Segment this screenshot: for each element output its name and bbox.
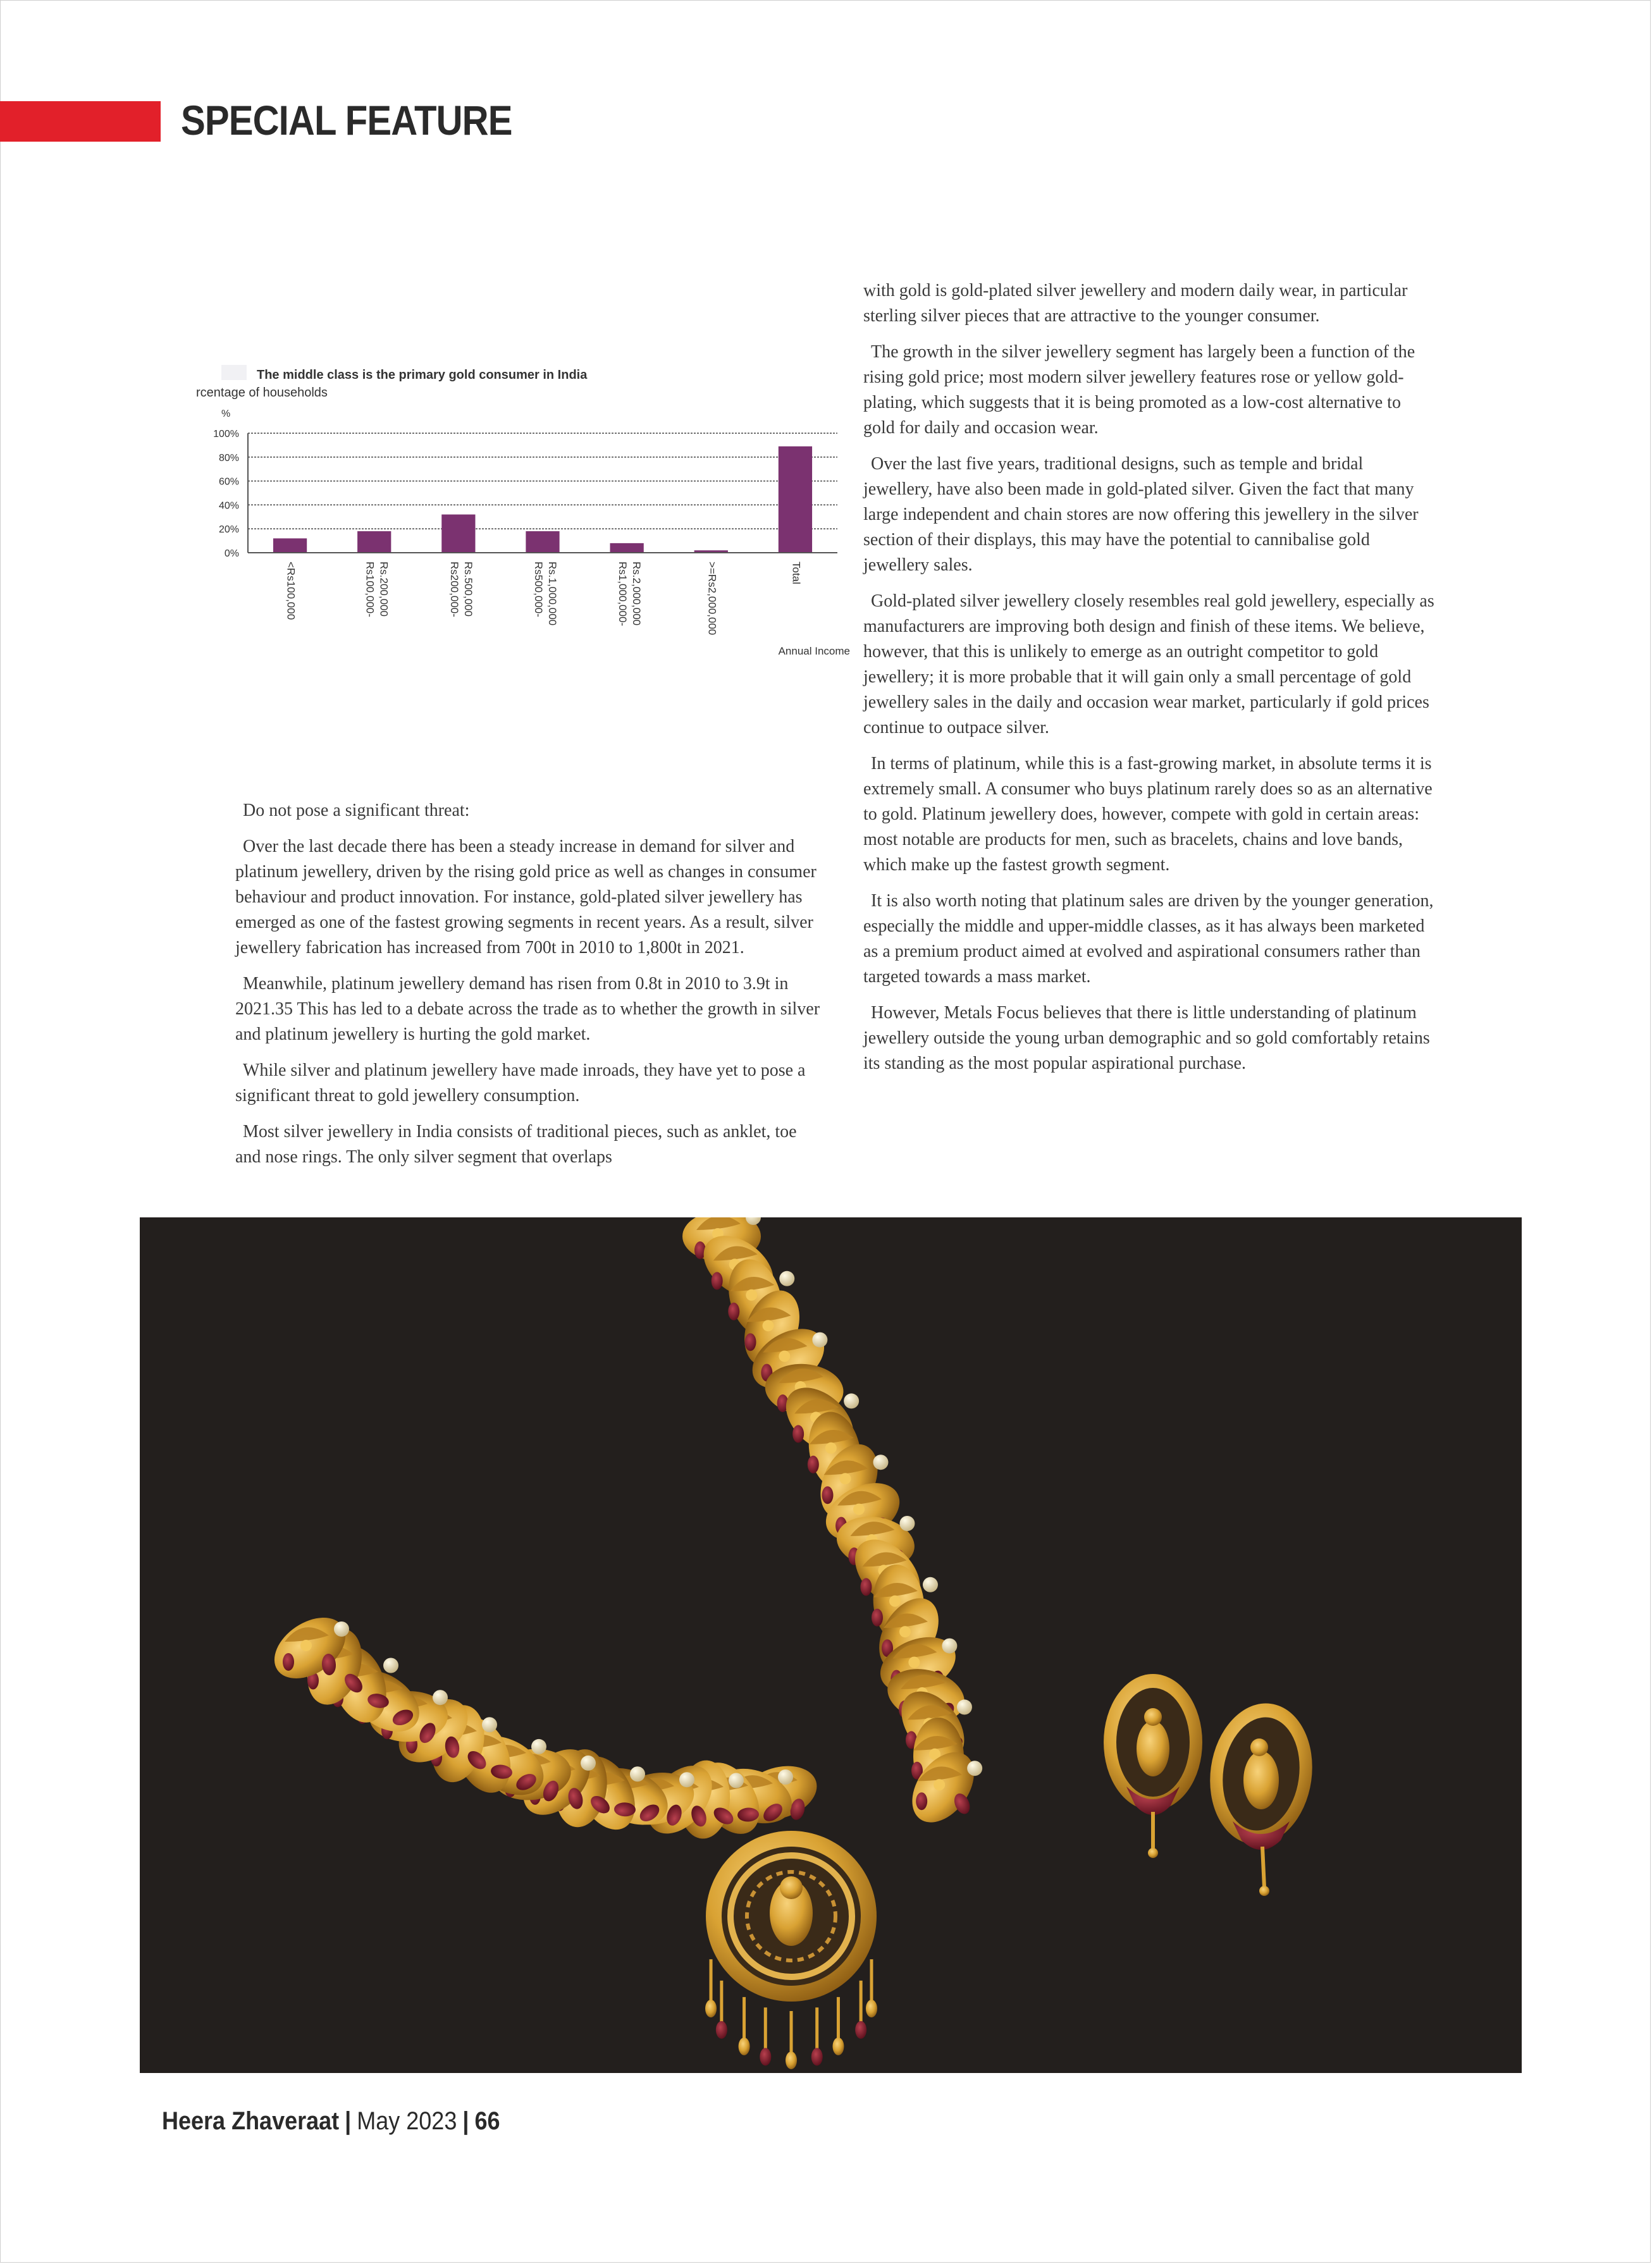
chart-y-tick-label: 100%	[213, 429, 239, 440]
pearl	[334, 1621, 349, 1637]
chart-bar	[273, 538, 307, 553]
pearl	[957, 1699, 972, 1714]
gold-bead	[839, 1473, 851, 1484]
footer	[162, 2107, 500, 2136]
right-paragraph-6	[863, 889, 1436, 990]
left-paragraph-5	[235, 1119, 823, 1170]
pearl	[729, 1773, 744, 1788]
ruby-stone	[745, 1333, 756, 1351]
chart-x-axis-label: Annual Income	[778, 645, 850, 657]
pendant-drop	[705, 2000, 717, 2017]
pearl	[581, 1756, 596, 1771]
chart-x-ticks	[285, 562, 803, 635]
pearl	[482, 1717, 497, 1732]
ruby-stone	[808, 1456, 819, 1473]
left-paragraph-4	[235, 1058, 823, 1109]
gold-bead	[934, 1779, 945, 1790]
chart-title: The middle class is the primary gold consumer in India	[257, 368, 588, 382]
chart-x-tick-label: Total	[790, 562, 803, 584]
right-paragraph-2	[863, 340, 1436, 441]
right-paragraph-7-text: However, Metals Focus believes that there is little understanding of platinum jewellery outside the young urban demographic and so gold comfortably retains its standing as the most popular aspirational purchase.	[863, 1003, 1430, 1073]
pearl	[679, 1772, 694, 1787]
chart-x-tick-label: Rs200,000- Rs.500,000	[448, 562, 474, 617]
gold-bead	[899, 1626, 911, 1637]
chart-y-tick-label: 0%	[224, 548, 239, 559]
pearl	[779, 1271, 794, 1286]
chart-gridlines	[248, 433, 837, 529]
footer-page-number: 66	[474, 2107, 500, 2135]
right-paragraph-7	[863, 1000, 1436, 1076]
pendant-drop	[855, 2021, 866, 2039]
gold-bead	[300, 1640, 312, 1651]
chart-y-tick-label: 20%	[218, 524, 239, 536]
gold-bead	[889, 1596, 901, 1607]
chart-x-tick-label: >=Rs2,000,000	[706, 562, 718, 636]
chart-bar	[610, 543, 644, 553]
right-paragraph-2-text: The growth in the silver jewellery segment has largely been a function of the rising gold price; most modern silver jewellery features rose or yellow gold-plating, which suggests that it is being promoted as a low-cost alternative to gold for daily and occasion wear.	[863, 342, 1415, 438]
pendant-drop	[716, 2021, 727, 2039]
left-column	[235, 798, 823, 1181]
left-paragraph-1-text: Do not pose a significant threat:	[243, 801, 470, 820]
chart-bar	[441, 515, 475, 553]
ruby-stone	[712, 1272, 723, 1289]
pearl	[873, 1455, 888, 1470]
right-paragraph-5	[863, 751, 1436, 878]
ruby-stone	[283, 1653, 294, 1671]
chart-y-tick-label: 80%	[218, 452, 239, 464]
pearl	[899, 1516, 915, 1531]
left-paragraph-5-text: Most silver jewellery in India consists of traditional pieces, such as anklet, toe and nose rings. The only silver segment that overlaps	[235, 1122, 797, 1167]
pendant-drop	[760, 2048, 771, 2065]
pearl	[844, 1393, 859, 1408]
ruby-stone	[792, 1425, 804, 1443]
chart-title-swatch	[221, 365, 247, 380]
footer-date: May 2023	[357, 2107, 457, 2135]
pendant-drop	[739, 2038, 750, 2055]
right-column	[863, 278, 1436, 1087]
chart-y-unit: %	[221, 409, 231, 419]
ruby-stone	[822, 1486, 833, 1504]
ruby-stone	[860, 1578, 872, 1596]
chart-svg	[196, 357, 854, 667]
pendant-drop	[866, 2000, 877, 2017]
section-accent-bar	[0, 101, 161, 142]
pendant-drop	[786, 2052, 797, 2069]
chart-x-tick-label: <Rs100,000	[285, 562, 297, 620]
gold-bead	[779, 1351, 790, 1362]
pearl	[383, 1658, 398, 1673]
pearl	[433, 1690, 448, 1705]
footer-separator-1: |	[345, 2107, 352, 2135]
pearl	[630, 1766, 645, 1781]
left-paragraph-4-text: While silver and platinum jewellery have made inroads, they have yet to pose a significant threat to gold jewellery consumption.	[235, 1061, 806, 1105]
right-paragraph-5-text: In terms of platinum, while this is a fast-growing market, in absolute terms it is extremely small. A consumer who buys platinum rarely does so as an alternative to gold. Platinum jewellery does, however, compete with gold in certain areas: most notable are products for men, such as bracelets, chains and love bands, which make up the fastest growth segment.	[863, 754, 1433, 875]
gold-bead	[853, 1504, 865, 1515]
chart-subtitle: rcentage of households	[196, 386, 328, 400]
gold-bead	[763, 1320, 774, 1331]
chart-bars	[273, 446, 812, 553]
chart-x-tick-label: Rs500,000- Rs.1,000,000	[533, 562, 558, 626]
footer-separator-2: |	[462, 2107, 469, 2135]
chart-bar	[357, 531, 391, 553]
ruby-stone	[872, 1609, 883, 1627]
ruby-stone	[728, 1303, 739, 1320]
jewellery-photo	[140, 1217, 1522, 2073]
gold-bead	[825, 1443, 837, 1454]
section-title: SPECIAL FEATURE	[181, 97, 512, 144]
left-paragraph-3-text: Meanwhile, platinum jewellery demand has risen from 0.8t in 2010 to 3.9t in 2021.35 This has led to a debate across the trade as to whether the growth in silver and platinum jewellery is hurting the gold market.	[235, 974, 820, 1044]
chart-y-tick-label: 40%	[218, 500, 239, 512]
right-paragraph-3-text: Over the last five years, traditional designs, such as temple and bridal jewellery, have also been made in gold-plated silver. Given the fact that many large independent and chain stores are now offering this jewellery in the silver section of their displays, this may have the potential to cannibalise gold jewellery sales.	[863, 454, 1419, 575]
chart-bar	[526, 531, 559, 553]
pearl	[531, 1739, 546, 1754]
right-paragraph-1	[863, 278, 1436, 329]
chart-bar	[779, 446, 812, 553]
bar-chart	[196, 357, 854, 667]
pearl	[778, 1769, 793, 1785]
gold-bead	[746, 1289, 757, 1301]
chart-x-tick-label: Rs1,000,000- Rs.2,000,000	[617, 562, 643, 627]
pearl	[923, 1577, 938, 1592]
left-paragraph-2	[235, 834, 823, 961]
pearl	[942, 1639, 957, 1654]
chart-x-tick-label: Rs100,000- Rs.200,000	[364, 562, 390, 617]
pearl	[967, 1761, 982, 1776]
pendant-drop	[811, 2048, 823, 2065]
gold-bead	[908, 1657, 920, 1668]
left-paragraph-1	[235, 798, 823, 823]
chart-y-tick-label: 60%	[218, 476, 239, 488]
right-paragraph-4-text: Gold-plated silver jewellery closely resembles real gold jewellery, especially as manufacturers are improving both design and finish of these items. We believe, however, that this is unlikely to emerge as an outright competitor to gold jewellery; it is more probable that it will gain only a small percentage of gold jewellery sales in the daily and occasion wear market, particularly if gold prices continue to outpace silver.	[863, 591, 1434, 737]
left-paragraph-3	[235, 971, 823, 1047]
ruby-stone	[916, 1792, 927, 1810]
right-paragraph-3	[863, 452, 1436, 578]
footer-magazine: Heera Zhaveraat	[162, 2107, 340, 2135]
right-paragraph-6-text: It is also worth noting that platinum sales are driven by the younger generation, especially the middle and upper-middle classes, as it has always been marketed as a premium product aimed at evolved and aspirational consumers rather than targeted towards a mass market.	[863, 891, 1434, 987]
right-paragraph-4	[863, 589, 1436, 741]
pendant-drop	[832, 2038, 844, 2055]
temple-necklace-illustration	[140, 1217, 1522, 2073]
chart-y-ticks	[213, 429, 239, 559]
pearl	[812, 1332, 827, 1348]
right-paragraph-1-text: with gold is gold-plated silver jewellery and modern daily wear, in particular sterling silver pieces that are attractive to the younger consumer.	[863, 281, 1408, 326]
left-paragraph-2-text: Over the last decade there has been a steady increase in demand for silver and platinum jewellery, driven by the rising gold price as well as changes in consumer behaviour and product innovation. For instance, gold-plated silver jewellery has emerged as one of the fastest growing segments in recent years. As a result, silver jewellery fabrication has increased from 700t in 2010 to 1,800t in 2021.	[235, 837, 817, 957]
